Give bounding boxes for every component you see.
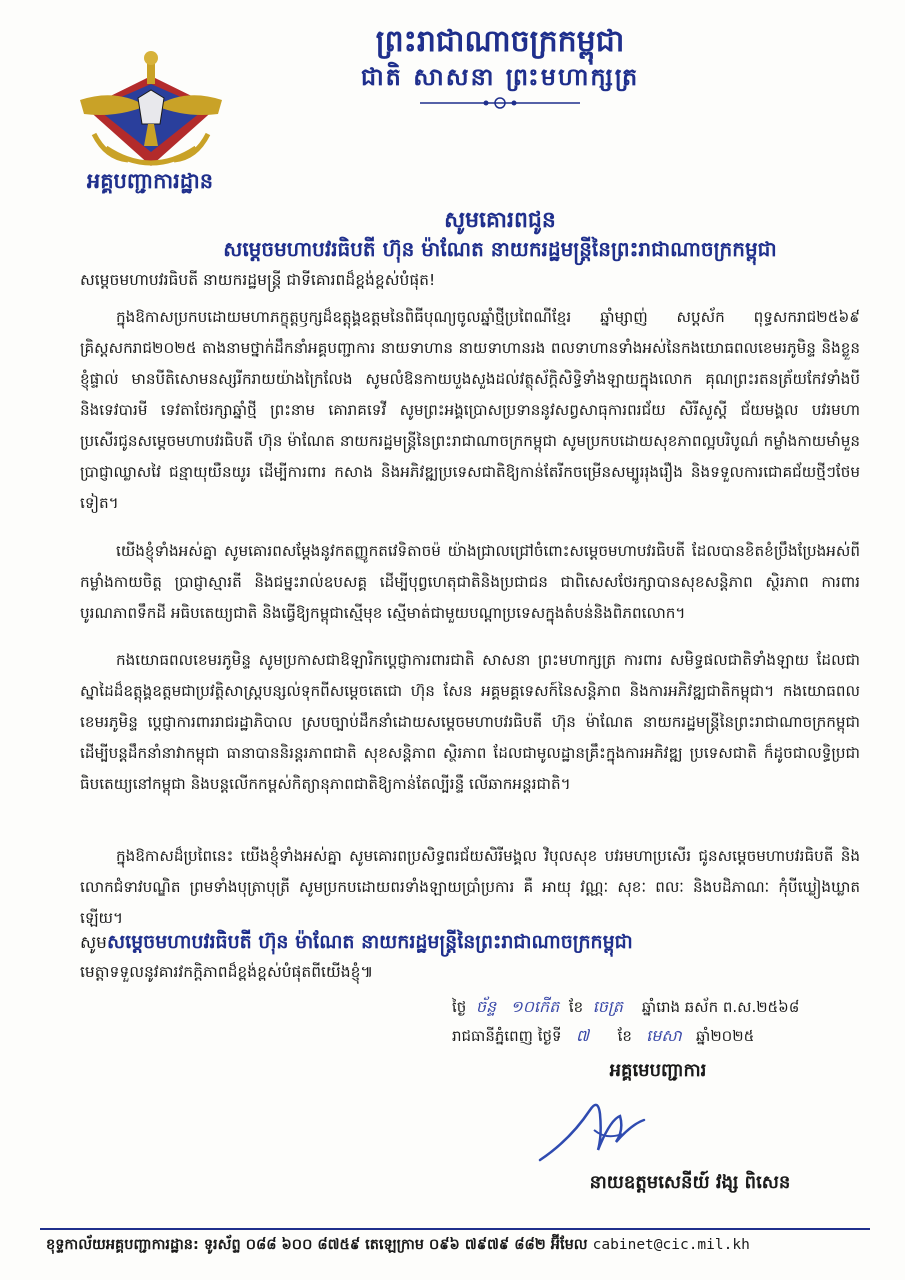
closing-title: សម្តេចមហាបវរធិបតី ហ៊ុន ម៉ាណែត នាយករដ្ឋមន្ត្រីនៃព្រះរាជាណាចក្រកម្ពុជា [106,931,633,953]
signer-name: នាយឧត្តមសេនីយ៍ វង្ស ពិសេន [589,1172,791,1193]
closing-line-1 [80,930,870,958]
body-paragraph-1: ក្នុងឱកាសប្រកបដោយមហាភក្ខុត្តឫក្សដ៏ឧត្តុង្គឧត្តមនៃពិធីបុណ្យចូលឆ្នាំថ្មីប្រពៃណីខ្មែរ ឆ្នាំម្សាញ់ សប្តស័ក ពុទ្ធសករាជ២៥៦៩ គ្រិស្តសករាជ២០២៥ តាងនាមថ្នាក់ដឹកនាំអគ្គបញ្ជាការ នាយទាហាន នាយទាហានរង ពលទាហានទាំងអស់នៃកងយោធពលខេមរភូមិន្ទ និងខ្លួនខ្ញុំផ្ទាល់ មានបីតិសោមនស្សរីករាយយ៉ាងក្រៃលែង សូមលំឱនកាយបួងសួងដល់វត្ថុស័ក្តិសិទ្ធិទាំងឡាយក្នុងលោក គុណព្រះរតនត្រ័យកែវទាំងបី និងទេវបារមី ទេវតាថែរក្សាឆ្នាំថ្មី ព្រះនាម គោរាគទេវី សូមព្រះអង្គប្រោសប្រទាននូវសព្វសាធុការពរជ័យ សិរីសួស្តី ជ័យមង្គល បវរមហាប្រសើរជូនសម្តេចមហាបវរធិបតី ហ៊ុន ម៉ាណែត នាយករដ្ឋមន្ត្រីនៃព្រះរាជាណាចក្រកម្ពុជា សូមប្រកបដោយសុខភាពល្អបរិបូណ៌ កម្លាំងកាយមាំមួន ប្រាជ្ញាឈ្លាសវៃ ជន្មាយុយឺនយូរ ដើម្បីការពារ កសាង និងអភិវឌ្ឍប្រទេសជាតិឱ្យកាន់តែរីកចម្រើនសម្បូររុងរឿង និងទទួលការជោគជ័យថ្មីៗថែមទៀត។ [80,308,860,512]
solar-month-label: ខែ [617,1027,632,1045]
addressee-line: សម្តេចមហាបវរធិបតី ហ៊ុន ម៉ាណែត នាយករដ្ឋមន្ត្រីនៃព្រះរាជាណាចក្រកម្ពុជា [223,237,777,261]
body-paragraph-3: កងយោធពលខេមរភូមិន្ទ សូមប្រកាសជាឱឡារិកប្តេជ្ញាការពារជាតិ សាសនា ព្រះមហាក្សត្រ ការពារ សមិទ្ធផលជាតិទាំងឡាយ ដែលជាស្នាដៃដ៏ឧត្តុង្គឧត្តមជាប្រវត្តិសាស្ត្របន្សល់ទុកពីសម្តេចតេជោ ហ៊ុន សែន អគ្គមគ្គទេសក៍នៃសន្តិភាព និងការអភិវឌ្ឍជាតិកម្ពុជា។ កងយោធពលខេមរភូមិន្ទ ប្តេជ្ញាការពាររាជរដ្ឋាភិបាល ស្របច្បាប់ដឹកនាំដោយសម្តេចមហាបវរធិបតី ហ៊ុន ម៉ាណែត នាយករដ្ឋមន្ត្រីនៃព្រះរាជាណាចក្រកម្ពុជា ដើម្បីបន្តដឹកនាំនាវាកម្ពុជា ធានាបាននិរន្តរភាពជាតិ សុខសន្តិភាព ស្ថិរភាព ដែលជាមូលដ្ឋានគ្រឹះក្នុងការអភិវឌ្ឍ ប្រទេសជាតិ ក៏ដូចជាលទ្ធិប្រជាធិបតេយ្យនៅកម្ពុជា និងបន្តលើកកម្ពស់កិត្យានុភាពជាតិឱ្យកាន់តែល្បីរន្ទឺ លើឆាកអន្តរជាតិ។ [80,651,860,793]
footer-contact-text: ខុទ្ទកាល័យអគ្គបញ្ជាការដ្ឋាន: ទូរស័ព្ទ ០៨៨ ៦០០ ៨៧៥៩ តេឡេក្រាម ០៩៦ ៧៩៧៩ ៨៨២ អ៊ីមែល [46,1237,588,1253]
closing-line-2: មេត្តាទទួលនូវគារវកក្តិភាពដ៏ខ្ពង់ខ្ពស់បំផុតពីយើងខ្ញុំ៕ [80,963,374,981]
lunar-date-line [452,996,799,1020]
day-handwritten: ច័ន្ទ [475,997,497,1016]
lunar-month-handwritten: ចេត្រ [592,997,623,1016]
day-label: ថ្ងៃ [452,998,467,1016]
closing-lead: សូម [80,933,107,953]
solar-month-handwritten: មេសា [646,1026,682,1045]
lunar-year: ឆ្នាំរោង ឆស័ក ព.ស.២៥៦៨ [641,998,800,1016]
kingdom-title: ព្រះរាជាណាចក្រកម្ពុជា [375,24,625,59]
ornament-divider [420,96,580,110]
body-paragraph-2: យើងខ្ញុំទាំងអស់គ្នា សូមគោរពសម្តែងនូវកតញ្ញូកតវេទិតាចម៉ យ៉ាងជ្រាលជ្រៅចំពោះសម្តេចមហាបវរធិបតី ដែលបានខិតខំប្រឹងប្រែងអស់ពីកម្លាំងកាយចិត្ត ប្រាជ្ញាស្មារតី និងជម្នះរាល់ឧបសគ្គ ដើម្បីបុព្វហេតុជាតិនិងប្រជាជន ជាពិសេសថែរក្សាបានសុខសន្តិភាព ស្ថិរភាព ការពារបូរណភាពទឹកដី អធិបតេយ្យជាតិ និងធ្វើឱ្យកម្ពុជាស្មើមុខ ស្មើមាត់ជាមួយបណ្តាប្រទេសក្នុងតំបន់និងពិភពលោក។ [80,542,860,622]
respect-heading: សូមគោរពជូន [444,207,556,233]
solar-day-handwritten: ៧ [575,1026,589,1045]
footer-contact [46,1236,876,1257]
month-label: ខែ [568,998,584,1016]
military-emblem-icon [76,48,226,168]
solar-year: ឆ្នាំ២០២៥ [696,1027,755,1045]
opening-salutation: សម្តេចមហាបវរធិបតី នាយករដ្ឋមន្ត្រី ជាទីគោរពដ៏ខ្ពង់ខ្ពស់បំផុត! [80,271,436,289]
footer-email: cabinet@cic.mil.kh [592,1237,750,1253]
solar-date-line [452,1025,754,1049]
signer-position: អគ្គមេបញ្ជាការ [609,1060,707,1081]
handwritten-signature-icon [520,1080,720,1170]
national-motto: ជាតិ សាសនា ព្រះមហាក្សត្រ [360,62,640,91]
department-name: អគ្គបញ្ជាការដ្ឋាន [86,169,214,193]
place-and-day-label: រាជធានីភ្នំពេញ ថ្ងៃទី [452,1027,562,1045]
body-paragraph-4: ក្នុងឱកាសដ៏ប្រពៃនេះ យើងខ្ញុំទាំងអស់គ្នា សូមគោរពប្រសិទ្ធពរជ័យសិរីមង្គល វិបុលសុខ បវរមហាប្រសើរ ជូនសម្តេចមហាបវរធិបតី និងលោកជំទាវបណ្ឌិត ព្រមទាំងបុត្រាបុត្រី សូមប្រកបដោយពរទាំងឡាយប្រាំប្រការ គឺ អាយុ វណ្ណៈ សុខៈ ពលៈ និងបដិភាណៈ កុំបីឃ្លៀងឃ្លាតឡើយ។ [80,847,860,927]
lunar-day-handwritten: ១០កើត [510,997,560,1016]
footer-divider [40,1228,870,1230]
